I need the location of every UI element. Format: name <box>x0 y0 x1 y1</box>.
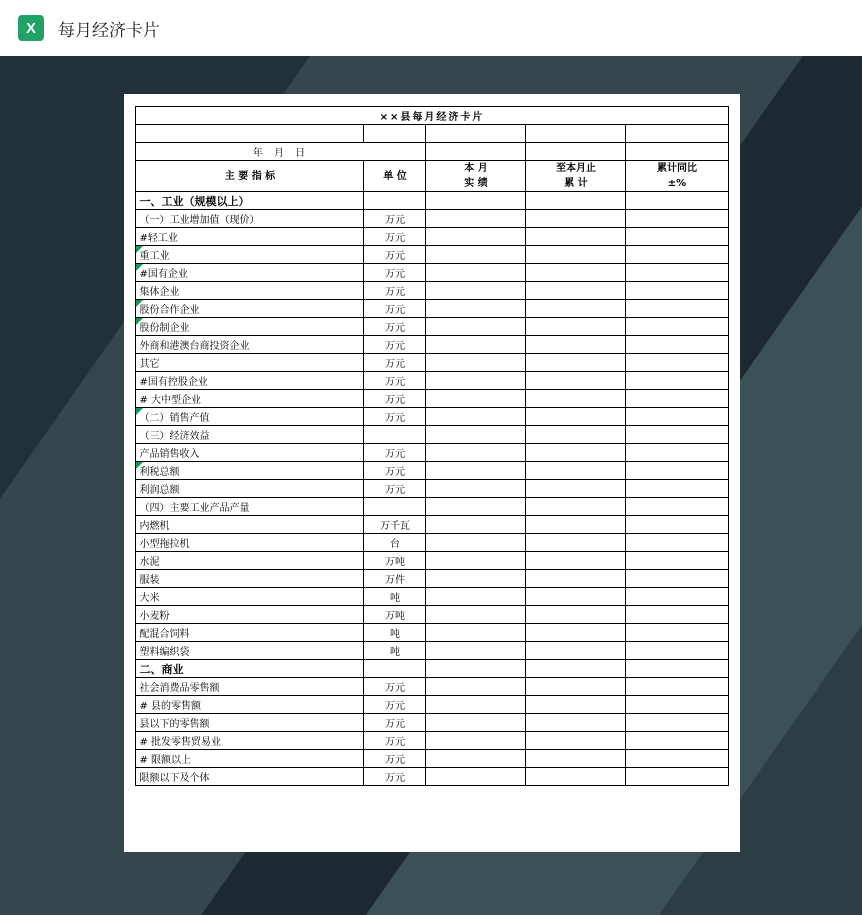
cell-unit[interactable]: 万元 <box>364 318 426 336</box>
cell-indicator[interactable]: （二）销售产值 <box>136 408 364 426</box>
table-row <box>136 480 728 498</box>
date-blank-to-month[interactable] <box>526 143 626 161</box>
cell-to-month-value[interactable] <box>526 300 626 318</box>
cell-to-month-value[interactable] <box>526 354 626 372</box>
cell-yoy-value[interactable] <box>626 534 728 552</box>
table-row <box>136 660 728 678</box>
cell-month-value[interactable] <box>426 660 526 678</box>
cell-yoy-value[interactable] <box>626 444 728 462</box>
spacer-cell <box>364 125 426 143</box>
cell-indicator[interactable]: （四）主要工业产品产量 <box>136 498 364 516</box>
cell-yoy-value[interactable] <box>626 390 728 408</box>
table-row <box>136 498 728 516</box>
cell-to-month-value[interactable] <box>526 498 626 516</box>
table-row <box>136 336 728 354</box>
cell-indicator[interactable]: （三）经济效益 <box>136 426 364 444</box>
cell-unit[interactable] <box>364 426 426 444</box>
table-row <box>136 264 728 282</box>
cell-to-month-value[interactable] <box>526 750 626 768</box>
cell-unit[interactable]: 万元 <box>364 246 426 264</box>
cell-month-value[interactable] <box>426 516 526 534</box>
cell-unit[interactable]: 台 <box>364 534 426 552</box>
cell-month-value[interactable] <box>426 768 526 786</box>
cell-month-value[interactable] <box>426 732 526 750</box>
cell-indicator[interactable]: 小型拖拉机 <box>136 534 364 552</box>
cell-yoy-value[interactable] <box>626 228 728 246</box>
cell-to-month-value[interactable] <box>526 336 626 354</box>
cell-indicator[interactable]: 产品销售收入 <box>136 444 364 462</box>
cell-to-month-value[interactable] <box>526 264 626 282</box>
cell-yoy-value[interactable] <box>626 246 728 264</box>
cell-yoy-value[interactable] <box>626 300 728 318</box>
cell-month-value[interactable] <box>426 696 526 714</box>
cell-to-month-value[interactable] <box>526 192 626 210</box>
cell-unit[interactable]: 万元 <box>364 408 426 426</box>
cell-to-month-value[interactable] <box>526 606 626 624</box>
table-row <box>136 534 728 552</box>
header-to-month <box>526 161 626 192</box>
cell-unit[interactable]: 万元 <box>364 750 426 768</box>
header-unit: 单 位 <box>364 161 426 192</box>
cell-unit[interactable]: 万元 <box>364 732 426 750</box>
spacer-cell <box>426 125 526 143</box>
cell-indicator[interactable]: 外商和港澳台商投资企业 <box>136 336 364 354</box>
cell-unit[interactable]: 吨 <box>364 624 426 642</box>
cell-unit[interactable] <box>364 660 426 678</box>
cell-indicator[interactable]: 二、商业 <box>136 660 364 678</box>
cell-month-value[interactable] <box>426 192 526 210</box>
cell-month-value[interactable] <box>426 678 526 696</box>
cell-month-value[interactable] <box>426 246 526 264</box>
cell-yoy-value[interactable] <box>626 660 728 678</box>
cell-month-value[interactable] <box>426 588 526 606</box>
cell-month-value[interactable] <box>426 300 526 318</box>
cell-indicator[interactable]: （一）工业增加值（现价） <box>136 210 364 228</box>
table-row <box>136 462 728 480</box>
header-month-top: 本 月 <box>464 163 488 174</box>
cell-to-month-value[interactable] <box>526 462 626 480</box>
table-row <box>136 678 728 696</box>
cell-indicator[interactable]: 重工业 <box>136 246 364 264</box>
table-row <box>136 588 728 606</box>
cell-month-value[interactable] <box>426 264 526 282</box>
cell-indicator[interactable]: 其它 <box>136 354 364 372</box>
cell-month-value[interactable] <box>426 336 526 354</box>
table-row <box>136 300 728 318</box>
cell-month-value[interactable] <box>426 714 526 732</box>
cell-yoy-value[interactable] <box>626 462 728 480</box>
cell-to-month-value[interactable] <box>526 732 626 750</box>
table-row <box>136 552 728 570</box>
cell-yoy-value[interactable] <box>626 678 728 696</box>
cell-indicator[interactable]: 水泥 <box>136 552 364 570</box>
cell-unit[interactable] <box>364 498 426 516</box>
cell-unit[interactable]: 万元 <box>364 354 426 372</box>
table-row <box>136 732 728 750</box>
cell-unit[interactable]: 万元 <box>364 264 426 282</box>
header-month-bottom: 实 绩 <box>464 178 488 189</box>
table-row <box>136 714 728 732</box>
spacer-cell <box>526 125 626 143</box>
cell-to-month-value[interactable] <box>526 480 626 498</box>
cell-month-value[interactable] <box>426 318 526 336</box>
cell-indicator[interactable]: 社会消费品零售额 <box>136 678 364 696</box>
cell-unit[interactable]: 万元 <box>364 228 426 246</box>
cell-month-value[interactable] <box>426 462 526 480</box>
cell-indicator[interactable]: 塑料编织袋 <box>136 642 364 660</box>
date-row <box>136 143 728 161</box>
table-row <box>136 246 728 264</box>
cell-month-value[interactable] <box>426 444 526 462</box>
cell-month-value[interactable] <box>426 624 526 642</box>
cell-to-month-value[interactable] <box>526 624 626 642</box>
cell-indicator[interactable]: #国有控股企业 <box>136 372 364 390</box>
cell-yoy-value[interactable] <box>626 372 728 390</box>
table-row <box>136 318 728 336</box>
cell-yoy-value[interactable] <box>626 606 728 624</box>
cell-unit[interactable]: 万件 <box>364 570 426 588</box>
cell-indicator[interactable]: # 限额以上 <box>136 750 364 768</box>
cell-to-month-value[interactable] <box>526 714 626 732</box>
cell-month-value[interactable] <box>426 210 526 228</box>
cell-month-value[interactable] <box>426 426 526 444</box>
cell-month-value[interactable] <box>426 228 526 246</box>
cell-to-month-value[interactable] <box>526 228 626 246</box>
cell-yoy-value[interactable] <box>626 570 728 588</box>
cell-yoy-value[interactable] <box>626 264 728 282</box>
cell-unit[interactable]: 万元 <box>364 696 426 714</box>
cell-unit[interactable]: 万元 <box>364 462 426 480</box>
spacer-cell <box>136 125 364 143</box>
table-row <box>136 768 728 786</box>
cell-month-value[interactable] <box>426 498 526 516</box>
table-row <box>136 408 728 426</box>
cell-yoy-value[interactable] <box>626 624 728 642</box>
cell-unit[interactable]: 万元 <box>364 336 426 354</box>
header-indicator: 主 要 指 标 <box>136 161 364 192</box>
cell-yoy-value[interactable] <box>626 192 728 210</box>
cell-yoy-value[interactable] <box>626 408 728 426</box>
cell-yoy-value[interactable] <box>626 552 728 570</box>
cell-unit[interactable]: 万元 <box>364 390 426 408</box>
table-title-row <box>136 107 728 125</box>
cell-yoy-value[interactable] <box>626 426 728 444</box>
cell-indicator[interactable]: #国有企业 <box>136 264 364 282</box>
cell-to-month-value[interactable] <box>526 372 626 390</box>
cell-indicator[interactable]: 服装 <box>136 570 364 588</box>
table-row <box>136 642 728 660</box>
cell-unit[interactable]: 万吨 <box>364 552 426 570</box>
cell-indicator[interactable]: 配混合饲料 <box>136 624 364 642</box>
header-month <box>426 161 526 192</box>
cell-unit[interactable]: 万元 <box>364 768 426 786</box>
cell-yoy-value[interactable] <box>626 318 728 336</box>
cell-indicator[interactable]: # 县的零售额 <box>136 696 364 714</box>
cell-to-month-value[interactable] <box>526 408 626 426</box>
cell-unit[interactable]: 万千瓦 <box>364 516 426 534</box>
table-row <box>136 390 728 408</box>
table-row <box>136 570 728 588</box>
date-blank-month[interactable] <box>426 143 526 161</box>
table-row <box>136 624 728 642</box>
table-row <box>136 444 728 462</box>
spacer-cell <box>626 125 728 143</box>
cell-to-month-value[interactable] <box>526 660 626 678</box>
cell-to-month-value[interactable] <box>526 768 626 786</box>
cell-yoy-value[interactable] <box>626 642 728 660</box>
cell-indicator[interactable]: 小麦粉 <box>136 606 364 624</box>
cell-month-value[interactable] <box>426 354 526 372</box>
header-row <box>136 161 728 192</box>
cell-unit[interactable]: 万元 <box>364 678 426 696</box>
cell-to-month-value[interactable] <box>526 552 626 570</box>
cell-unit[interactable] <box>364 192 426 210</box>
cell-unit[interactable]: 万吨 <box>364 606 426 624</box>
cell-month-value[interactable] <box>426 372 526 390</box>
cell-unit[interactable]: 万元 <box>364 210 426 228</box>
cell-yoy-value[interactable] <box>626 732 728 750</box>
header-to-month-bottom: 累 计 <box>564 178 588 189</box>
economy-card-table <box>135 106 728 786</box>
cell-unit[interactable]: 万元 <box>364 372 426 390</box>
cell-to-month-value[interactable] <box>526 696 626 714</box>
title-bar <box>0 0 862 56</box>
sheet-title: ××县每月经济卡片 <box>136 107 728 125</box>
table-row <box>136 282 728 300</box>
cell-yoy-value[interactable] <box>626 588 728 606</box>
cell-indicator[interactable]: 内燃机 <box>136 516 364 534</box>
cell-to-month-value[interactable] <box>526 678 626 696</box>
cell-unit[interactable]: 万元 <box>364 714 426 732</box>
date-label[interactable]: 年 月 日 <box>136 143 426 161</box>
spacer-row <box>136 125 728 143</box>
cell-yoy-value[interactable] <box>626 768 728 786</box>
cell-to-month-value[interactable] <box>526 642 626 660</box>
table-body <box>136 107 728 786</box>
header-yoy-bottom: ±% <box>667 178 687 189</box>
table-row <box>136 210 728 228</box>
cell-unit[interactable]: 万元 <box>364 300 426 318</box>
cell-to-month-value[interactable] <box>526 390 626 408</box>
cell-month-value[interactable] <box>426 408 526 426</box>
cell-unit[interactable]: 吨 <box>364 642 426 660</box>
cell-to-month-value[interactable] <box>526 570 626 588</box>
table-row <box>136 426 728 444</box>
cell-month-value[interactable] <box>426 534 526 552</box>
cell-indicator[interactable]: 大米 <box>136 588 364 606</box>
cell-to-month-value[interactable] <box>526 516 626 534</box>
cell-indicator[interactable]: 利润总额 <box>136 480 364 498</box>
cell-indicator[interactable]: 集体企业 <box>136 282 364 300</box>
header-yoy-top: 累计同比 <box>656 163 697 174</box>
cell-to-month-value[interactable] <box>526 282 626 300</box>
cell-unit[interactable]: 万元 <box>364 282 426 300</box>
cell-to-month-value[interactable] <box>526 246 626 264</box>
cell-indicator[interactable]: 股份合作企业 <box>136 300 364 318</box>
table-row <box>136 372 728 390</box>
cell-unit[interactable]: 万元 <box>364 480 426 498</box>
spreadsheet-canvas[interactable] <box>124 94 740 852</box>
cell-yoy-value[interactable] <box>626 714 728 732</box>
table-row <box>136 516 728 534</box>
cell-yoy-value[interactable] <box>626 282 728 300</box>
page-title: 每月经济卡片 <box>58 20 160 41</box>
table-row <box>136 228 728 246</box>
table-row <box>136 606 728 624</box>
cell-month-value[interactable] <box>426 570 526 588</box>
cell-indicator[interactable]: 县以下的零售额 <box>136 714 364 732</box>
cell-indicator[interactable]: # 大中型企业 <box>136 390 364 408</box>
cell-yoy-value[interactable] <box>626 750 728 768</box>
cell-indicator[interactable]: 限额以下及个体 <box>136 768 364 786</box>
table-row <box>136 750 728 768</box>
cell-yoy-value[interactable] <box>626 336 728 354</box>
header-to-month-top: 至本月止 <box>555 163 596 174</box>
cell-yoy-value[interactable] <box>626 696 728 714</box>
cell-unit[interactable]: 万元 <box>364 444 426 462</box>
table-row <box>136 696 728 714</box>
header-yoy <box>626 161 728 192</box>
cell-to-month-value[interactable] <box>526 534 626 552</box>
cell-indicator[interactable]: #轻工业 <box>136 228 364 246</box>
table-row <box>136 192 728 210</box>
cell-to-month-value[interactable] <box>526 318 626 336</box>
table-row <box>136 354 728 372</box>
excel-icon: X <box>18 15 44 41</box>
cell-month-value[interactable] <box>426 390 526 408</box>
cell-unit[interactable]: 吨 <box>364 588 426 606</box>
cell-month-value[interactable] <box>426 750 526 768</box>
cell-month-value[interactable] <box>426 642 526 660</box>
cell-month-value[interactable] <box>426 552 526 570</box>
cell-month-value[interactable] <box>426 282 526 300</box>
cell-indicator[interactable]: 利税总额 <box>136 462 364 480</box>
cell-indicator[interactable]: # 批发零售贸易业 <box>136 732 364 750</box>
cell-indicator[interactable]: 一、工业（规模以上） <box>136 192 364 210</box>
date-blank-yoy[interactable] <box>626 143 728 161</box>
cell-to-month-value[interactable] <box>526 210 626 228</box>
cell-to-month-value[interactable] <box>526 588 626 606</box>
cell-yoy-value[interactable] <box>626 480 728 498</box>
cell-month-value[interactable] <box>426 606 526 624</box>
cell-indicator[interactable]: 股份制企业 <box>136 318 364 336</box>
cell-yoy-value[interactable] <box>626 516 728 534</box>
cell-yoy-value[interactable] <box>626 498 728 516</box>
cell-to-month-value[interactable] <box>526 444 626 462</box>
cell-to-month-value[interactable] <box>526 426 626 444</box>
cell-month-value[interactable] <box>426 480 526 498</box>
cell-yoy-value[interactable] <box>626 210 728 228</box>
cell-yoy-value[interactable] <box>626 354 728 372</box>
